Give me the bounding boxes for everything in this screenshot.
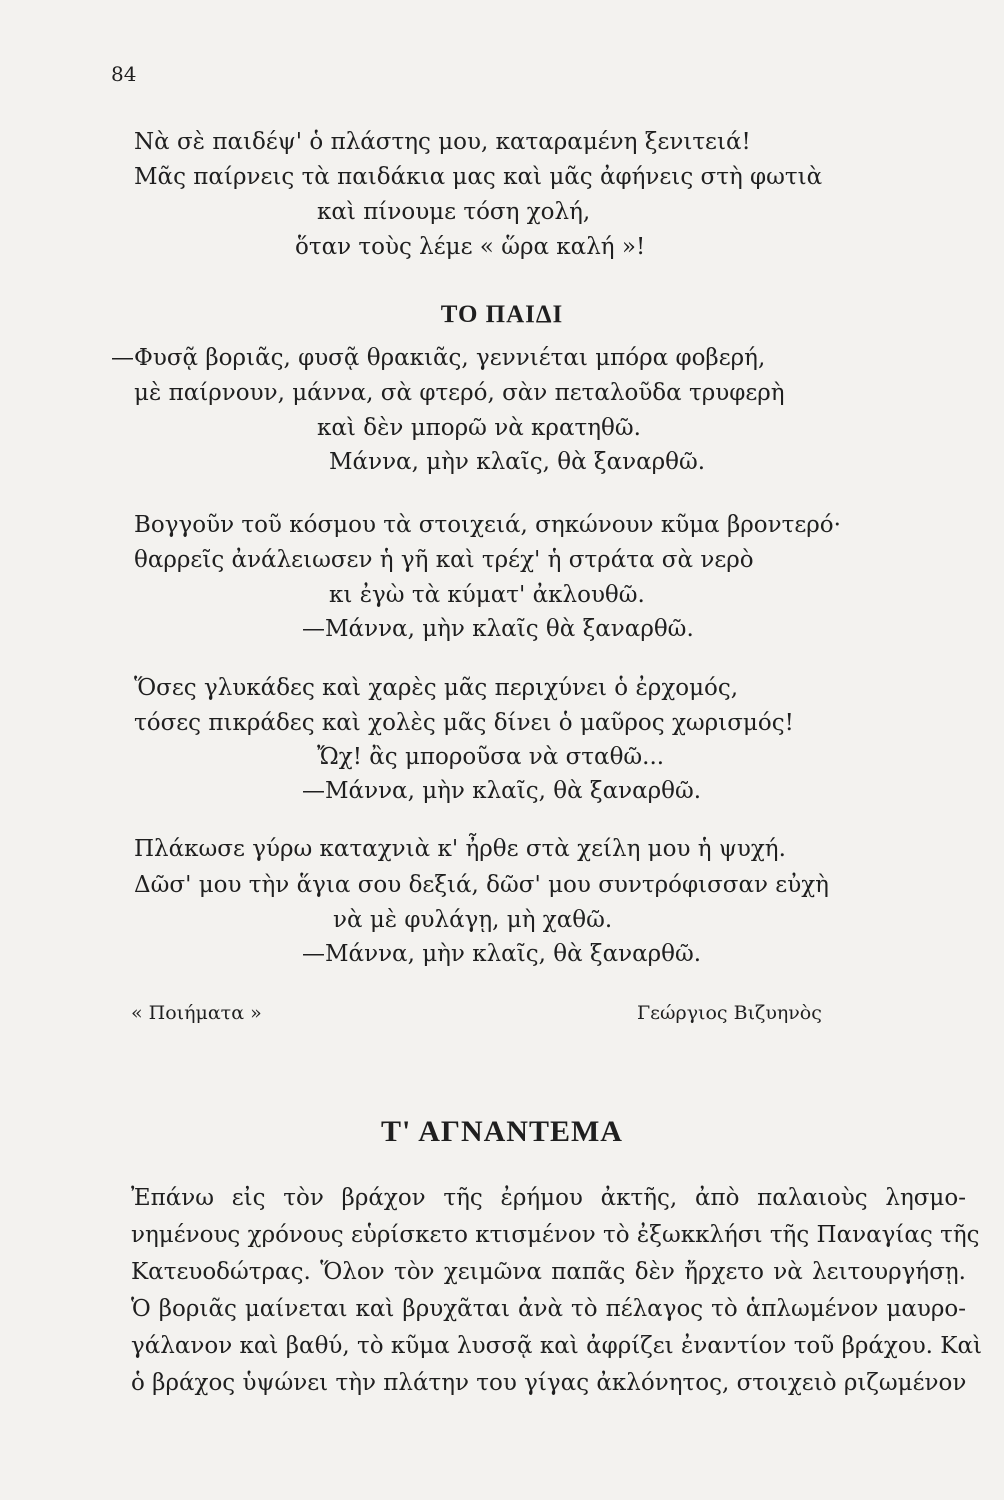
verse-line: νὰ μὲ φυλάγῃ, μὴ χαθῶ. <box>333 907 613 933</box>
verse-line: Μᾶς παίρνεις τὰ παιδάκια μας καὶ μᾶς ἀφήνεις στὴ φωτιὰ <box>134 164 823 190</box>
prose-line: Ὁ βοριᾶς μαίνεται καὶ βρυχᾶται ἀνὰ τὸ πέλαγος τὸ ἁπλωμένον μαυρο- <box>131 1296 966 1322</box>
prose-line: Κατευοδώτρας. Ὅλον τὸν χειμῶνα παπᾶς δὲν ἤρχετο νὰ λειτουργήσῃ. <box>131 1259 966 1285</box>
verse-line: καὶ πίνουμε τόση χολή, <box>317 199 591 225</box>
verse-line: μὲ παίρνουν, μάννα, σὰ φτερό, σὰν πεταλοῦδα τρυφερὴ <box>134 380 785 406</box>
poem-title: ΤΟ ΠΑΙΔΙ <box>440 301 564 328</box>
verse-line: Μάννα, μὴν κλαῖς, θὰ ξαναρθῶ. <box>329 449 706 475</box>
verse-line: —Φυσᾷ βοριᾶς, φυσᾷ θρακιᾶς, γεννιέται μπόρα φοβερή, <box>111 345 766 371</box>
verse-line: Νὰ σὲ παιδέψ' ὁ πλάστης μου, καταραμένη ξενιτειά! <box>134 129 751 155</box>
prose-line: ὁ βράχος ὑψώνει τὴν πλάτην του γίγας ἀκλόνητος, στοιχειὸ ριζωμένον <box>131 1370 967 1396</box>
verse-line: τόσες πικράδες καὶ χολὲς μᾶς δίνει ὁ μαῦρος χωρισμός! <box>134 710 794 736</box>
prose-line: Ἐπάνω εἰς τὸν βράχον τῆς ἐρήμου ἀκτῆς, ἀπὸ παλαιοὺς λησμο- <box>131 1185 966 1211</box>
verse-line: Ὅσες γλυκάδες καὶ χαρὲς μᾶς περιχύνει ὁ ἐρχομός, <box>134 675 739 701</box>
verse-line: —Μάννα, μὴν κλαῖς θὰ ξαναρθῶ. <box>302 616 694 642</box>
story-title: Τ' ΑΓΝΑΝΤΕΜΑ <box>381 1115 623 1148</box>
prose-line: γάλανον καὶ βαθύ, τὸ κῦμα λυσσᾷ καὶ ἀφρίζει ἐναντίον τοῦ βράχου. Καὶ <box>131 1333 983 1359</box>
verse-line: Δῶσ' μου τὴν ἅγια σου δεξιά, δῶσ' μου συντρόφισσαν εὐχὴ <box>134 872 829 898</box>
verse-line: Βογγοῦν τοῦ κόσμου τὰ στοιχειά, σηκώνουν κῦμα βροντερό· <box>134 512 841 538</box>
verse-line: —Μάννα, μὴν κλαῖς, θὰ ξαναρθῶ. <box>302 941 702 967</box>
page-number: 84 <box>111 62 137 86</box>
verse-line: ὅταν τοὺς λέμε « ὥρα καλή »! <box>295 234 646 260</box>
verse-line: Πλάκωσε γύρω καταχνιὰ κ' ἦρθε στὰ χείλη μου ἡ ψυχή. <box>134 836 786 862</box>
verse-line: —Μάννα, μὴν κλαῖς, θὰ ξαναρθῶ. <box>302 778 702 804</box>
verse-line: Ὤχ! ἂς μποροῦσα νὰ σταθῶ... <box>317 744 665 770</box>
prose-line: νημένους χρόνους εὑρίσκετο κτισμένον τὸ ἐξωκκλήσι τῆς Παναγίας τῆς <box>131 1222 980 1248</box>
verse-line: θαρρεῖς ἀνάλειωσεν ἡ γῆ καὶ τρέχ' ἡ στράτα σὰ νερὸ <box>134 547 754 573</box>
verse-line: κι ἐγὼ τὰ κύματ' ἀκλουθῶ. <box>329 582 645 608</box>
poem-source: « Ποιήματα » <box>131 1002 262 1024</box>
poem-author: Γεώργιος Βιζυηνὸς <box>637 1002 822 1024</box>
verse-line: καὶ δὲν μπορῶ νὰ κρατηθῶ. <box>317 415 641 441</box>
